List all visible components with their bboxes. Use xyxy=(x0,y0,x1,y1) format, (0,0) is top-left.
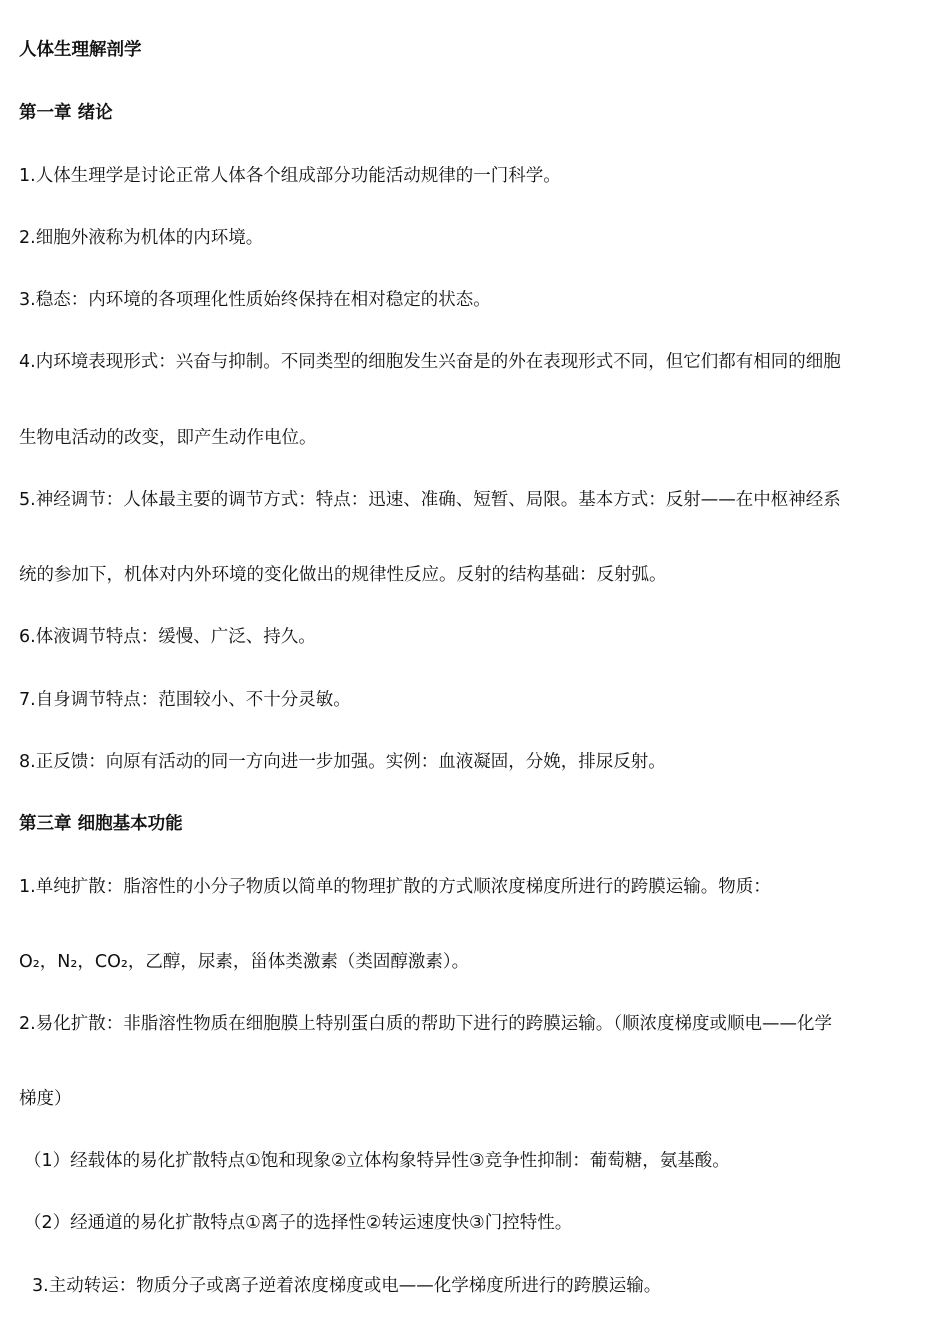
chapter1-paragraph-8: 8.正反馈：向原有活动的同一方向进一步加强。实例：血液凝固，分娩，排尿反射。 xyxy=(19,752,666,772)
chapter1-paragraph-4-line2: 生物电活动的改变，即产生动作电位。 xyxy=(19,428,317,448)
chapter1-paragraph-1: 1.人体生理学是讨论正常人体各个组成部分功能活动规律的一门科学。 xyxy=(19,166,561,186)
chapter3-paragraph-3: 3.主动转运：物质分子或离子逆着浓度梯度或电——化学梯度所进行的跨膜运输。 xyxy=(32,1276,662,1296)
chapter1-paragraph-7: 7.自身调节特点：范围较小、不十分灵敏。 xyxy=(19,690,351,710)
chapter1-paragraph-6: 6.体液调节特点：缓慢、广泛、持久。 xyxy=(19,627,316,647)
chapter1-paragraph-2: 2.细胞外液称为机体的内环境。 xyxy=(19,228,264,248)
chapter1-paragraph-5-line1: 5.神经调节：人体最主要的调节方式：特点：迅速、准确、短暂、局限。基本方式：反射——在中枢神经系 xyxy=(19,490,841,510)
chapter3-paragraph-1-line2: O₂，N₂，CO₂，乙醇，尿素，甾体类激素（类固醇激素）。 xyxy=(19,952,470,972)
chapter1-paragraph-4-line1: 4.内环境表现形式：兴奋与抑制。不同类型的细胞发生兴奋是的外在表现形式不同，但它们都有相同的细胞 xyxy=(19,352,841,372)
document-title: 人体生理解剖学 xyxy=(19,40,142,60)
chapter1-paragraph-3: 3.稳态：内环境的各项理化性质始终保持在相对稳定的状态。 xyxy=(19,290,491,310)
chapter3-paragraph-2-line2: 梯度） xyxy=(19,1089,72,1109)
chapter3-paragraph-1-line1: 1.单纯扩散：脂溶性的小分子物质以简单的物理扩散的方式顺浓度梯度所进行的跨膜运输。物质： xyxy=(19,877,771,897)
chapter3-paragraph-2-subitem-1: （1）经载体的易化扩散特点①饱和现象②立体构象特异性③竞争性抑制：葡萄糖，氨基酸。 xyxy=(24,1151,730,1171)
chapter3-paragraph-2-subitem-2: （2）经通道的易化扩散特点①离子的选择性②转运速度快③门控特性。 xyxy=(24,1213,573,1233)
chapter3-paragraph-2-line1: 2.易化扩散：非脂溶性物质在细胞膜上特别蛋白质的帮助下进行的跨膜运输。（顺浓度梯度或顺电——化学 xyxy=(19,1014,832,1034)
chapter1-heading: 第一章 绪论 xyxy=(19,103,113,123)
chapter1-paragraph-5-line2: 统的参加下，机体对内外环境的变化做出的规律性反应。反射的结构基础：反射弧。 xyxy=(19,565,667,585)
chapter3-heading: 第三章 细胞基本功能 xyxy=(19,814,183,834)
